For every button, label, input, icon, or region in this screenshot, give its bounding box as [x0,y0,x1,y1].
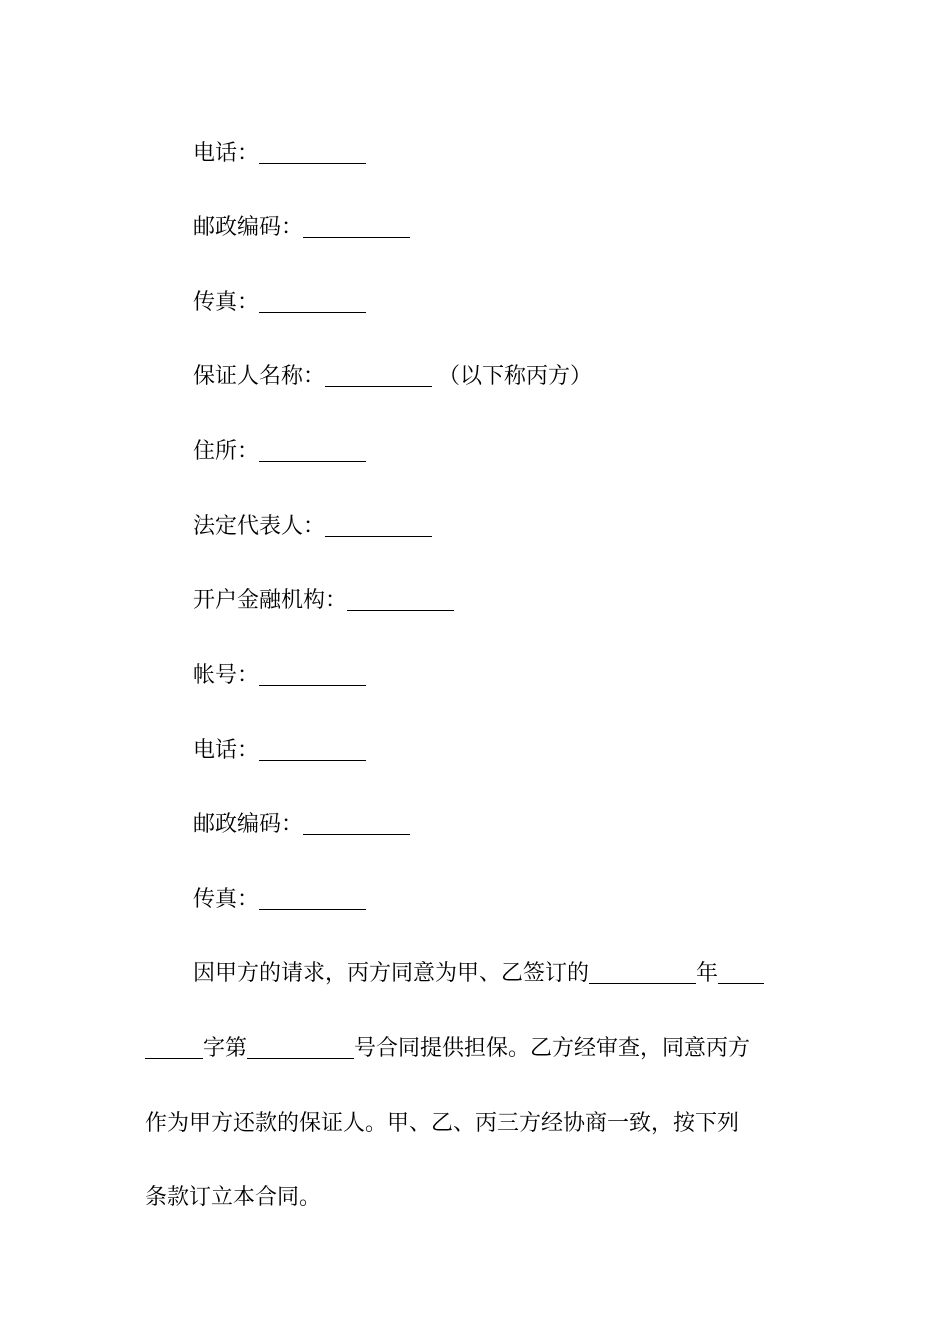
field-legal-representative [193,507,432,541]
paragraph-text: 因甲方的请求，丙方同意为甲、乙签订的 [193,961,590,986]
fill-blank [259,760,366,761]
field-label: 电话： [193,141,260,166]
field-guarantor-name [193,357,592,391]
field-account-number [193,656,366,690]
fill-blank [259,685,366,686]
field-phone [193,134,366,168]
field-label: 电话： [193,738,260,763]
paragraph-text: 作为甲方还款的保证人。甲、乙、丙三方经协商一致，按下列 [145,1111,740,1136]
agreement-paragraph [145,954,815,1214]
field-label: 邮政编码： [193,215,304,240]
fill-blank [589,983,696,984]
fill-blank [303,834,410,835]
field-bank [193,581,454,615]
fill-blank [259,312,366,313]
field-label: 传真： [193,290,260,315]
paragraph-text: 号合同提供担保。乙方经审查，同意丙方 [354,1036,751,1061]
field-label: 法定代表人： [193,514,326,539]
paragraph-line-1 [193,954,764,988]
fill-blank [325,386,432,387]
field-phone-2 [193,731,366,765]
fill-blank [303,237,410,238]
field-suffix: （以下称丙方） [438,364,593,389]
field-label: 邮政编码： [193,812,304,837]
fill-blank [247,1058,354,1059]
fill-blank [347,610,454,611]
paragraph-text: 年 [696,961,719,986]
field-postal-code-2 [193,805,410,839]
field-fax-2 [193,880,366,914]
field-label: 帐号： [193,663,260,688]
field-postal-code [193,208,410,242]
field-address [193,432,366,466]
field-fax [193,283,366,317]
fill-blank [325,536,432,537]
fill-blank [718,983,764,984]
field-label: 住所： [193,439,260,464]
paragraph-line-4 [145,1178,321,1212]
field-label: 传真： [193,887,260,912]
fill-blank [145,1058,203,1059]
paragraph-text: 条款订立本合同。 [145,1185,322,1210]
fill-blank [259,163,366,164]
fill-blank [259,461,366,462]
field-label: 保证人名称： [193,364,326,389]
paragraph-text: 字第 [203,1036,248,1061]
fill-blank [259,909,366,910]
field-label: 开户金融机构： [193,588,348,613]
paragraph-line-2 [145,1029,750,1063]
paragraph-line-3 [145,1104,739,1138]
